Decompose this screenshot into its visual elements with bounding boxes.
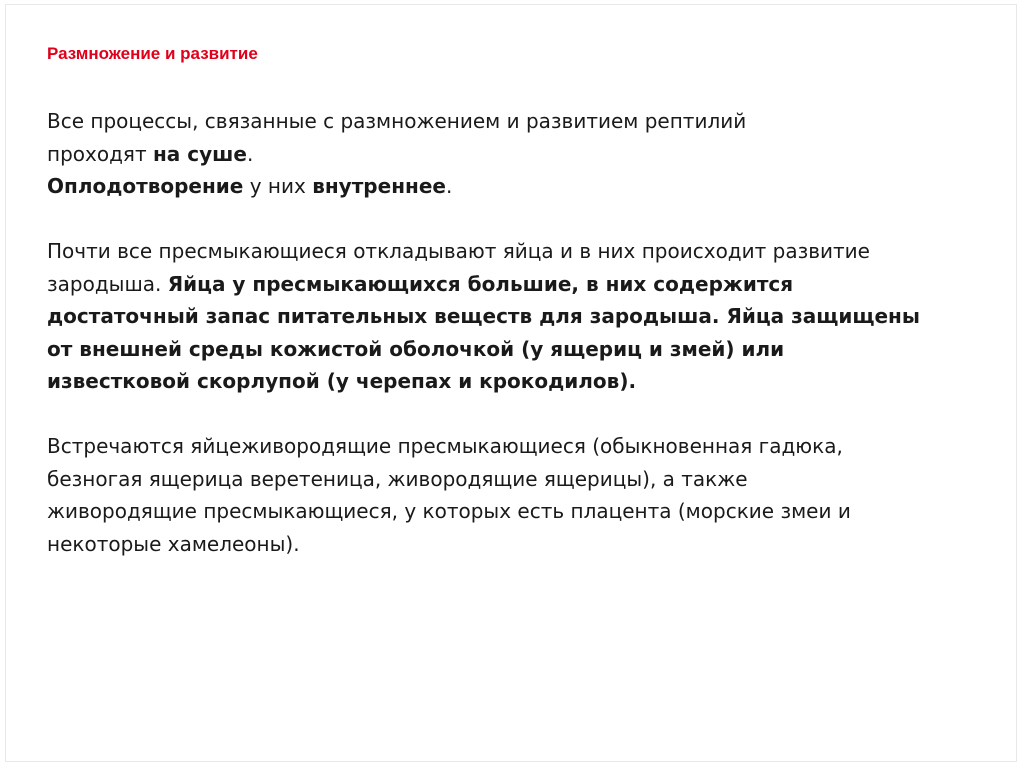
text-line	[47, 333, 987, 366]
text-run: .	[246, 141, 254, 166]
text-line	[47, 105, 987, 138]
text-run: проходят	[47, 141, 153, 166]
text-run: живородящие пресмыкающиеся, у которых есть плацента (морские змеи и	[47, 499, 851, 523]
text-run: зародыша.	[47, 271, 168, 296]
text-line	[47, 528, 987, 561]
bold-text-run: Оплодотворение	[47, 174, 244, 198]
text-line	[47, 495, 987, 528]
text-run: у них	[243, 174, 313, 198]
slide-title: Размножение и развитие	[47, 44, 258, 63]
text-line	[47, 235, 987, 268]
bold-text-run: достаточный запас питательных веществ для зародыша. Яйца защищены	[47, 304, 920, 328]
text-line	[47, 430, 987, 463]
text-line	[47, 268, 987, 301]
slide-body	[47, 105, 987, 560]
text-run: Все процессы, связанные с размножением и развитием рептилий	[47, 109, 747, 133]
bold-text-run: известковой скорлупой (у черепах и крокодилов).	[47, 369, 637, 393]
text-run: некоторые хамелеоны).	[47, 531, 300, 556]
text-line	[47, 463, 987, 496]
text-line	[47, 138, 987, 171]
paragraph	[47, 235, 987, 398]
text-line	[47, 365, 987, 398]
paragraph	[47, 430, 987, 560]
text-run: безногая ящерица веретеница, живородящие ящерицы), а также	[47, 466, 748, 491]
bold-text-run: Яйца у пресмыкающихся большие, в них содержится	[167, 271, 794, 296]
text-line	[47, 300, 987, 333]
bold-text-run: от внешней среды кожистой оболочкой (у ящериц и змей) или	[47, 336, 785, 361]
text-line	[47, 170, 987, 203]
bold-text-run: на суше	[152, 141, 247, 166]
paragraph	[47, 105, 987, 203]
text-run: .	[445, 174, 453, 198]
text-run: Почти все пресмыкающиеся откладывают яйца и в них происходит развитие	[47, 239, 870, 263]
bold-text-run: внутреннее	[312, 174, 446, 198]
text-run: Встречаются яйцеживородящие пресмыкающиеся (обыкновенная гадюка,	[47, 434, 843, 458]
